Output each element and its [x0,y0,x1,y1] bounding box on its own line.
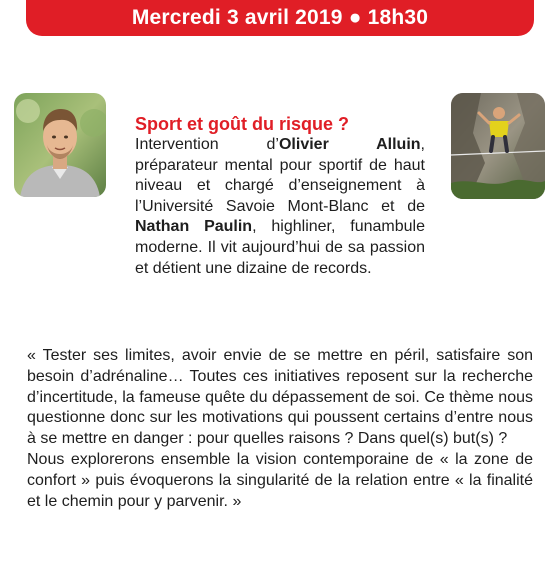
intro-text-part-1: Intervention d’ [135,136,279,153]
intro-text-part-3: , highliner, funambule moderne. Il vit aujourd’hui de sa passion et détient une dizaine de records. [135,218,425,277]
date-banner [26,0,534,36]
intro-text-part-2: , préparateur mental pour sportif de haut niveau et chargé d’enseignement à l’Université Savoie Mont-Blanc et de [135,136,425,215]
talk-description [27,346,533,512]
talk-intro [135,113,425,279]
description-paragraph-2: Nous explorerons ensemble la vision contemporaine de « la zone de confort » puis évoquerons la singularité de la relation entre « la finalité et le chemin pour y parvenir. » [27,450,533,510]
speaker-name-2: Nathan Paulin [135,218,253,236]
speakers-description [135,135,425,279]
speaker-portrait-photo [14,93,106,197]
talk-title: Sport et goût du risque ? [135,114,349,134]
highliner-photo [451,93,545,199]
speaker-name-1: Olivier Alluin [278,136,421,153]
description-paragraph-1: « Tester ses limites, avoir envie de se mettre en péril, satisfaire son besoin d’adrénaline… Toutes ces initiatives reposent sur la recherche d’incertitude, la fameuse quête du dépassement de soi. Ce thème nous questionne donc sur les motivations qui poussent certains d’entre nous à se mettre en danger : pour quelles raisons ? Dans quel(s) but(s) ? [27,347,533,448]
event-date-time: Mercredi 3 avril 2019 ● 18h30 [131,6,429,29]
